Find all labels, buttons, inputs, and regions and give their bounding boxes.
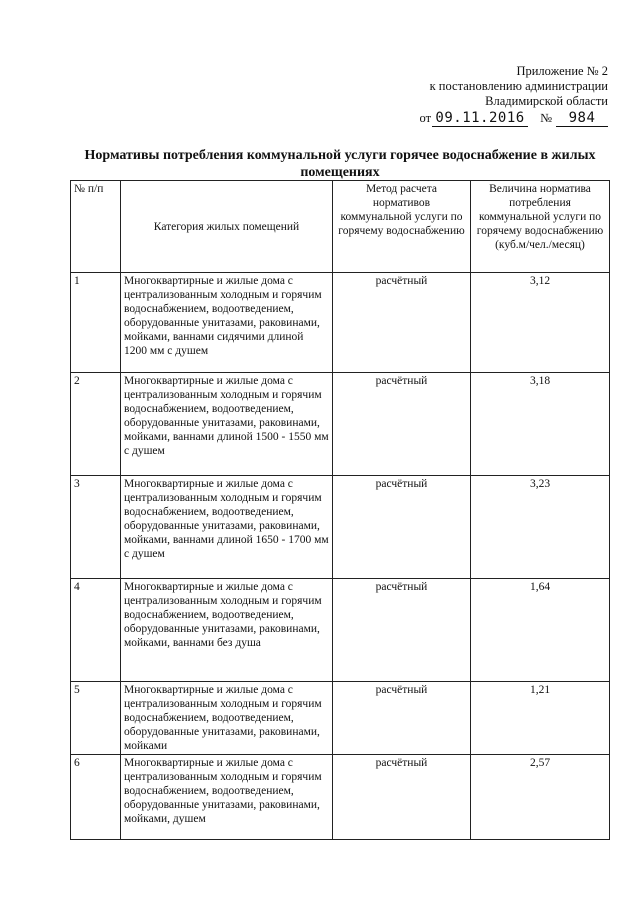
table-row — [71, 476, 610, 579]
row-method: расчётный — [333, 682, 471, 755]
table-header-row — [71, 181, 610, 273]
document-title: Нормативы потребления коммунальной услуги горячее водоснабжение в жилых помещениях — [84, 148, 596, 180]
table-row — [71, 273, 610, 373]
row-value: 3,18 — [471, 373, 610, 476]
row-value: 1,21 — [471, 682, 610, 755]
row-category: Многоквартирные и жилые дома с централизованным холодным и горячим водоснабжением, водоотведением, оборудованные унитазами, раковинами, мойками, ваннами длиной 1500 - 1550 мм с душем — [121, 373, 333, 476]
table-row — [71, 373, 610, 476]
number-label: № — [540, 111, 552, 125]
order-number: 984 — [556, 111, 608, 127]
table-row — [71, 682, 610, 755]
row-method: расчётный — [333, 373, 471, 476]
row-method: расчётный — [333, 476, 471, 579]
header-method: Метод расчета нормативов коммунальной услуги по горячему водоснабжению — [333, 181, 471, 273]
row-method: расчётный — [333, 579, 471, 682]
row-method: расчётный — [333, 273, 471, 373]
row-category: Многоквартирные и жилые дома с централизованным холодным и горячим водоснабжением, водоотведением, оборудованные унитазами, раковинами, мойками, ваннами без душа — [121, 579, 333, 682]
row-num: 1 — [71, 273, 121, 373]
row-category: Многоквартирные и жилые дома с централизованным холодным и горячим водоснабжением, водоотведением, оборудованные унитазами, раковинами, мойками, ваннами длиной 1650 - 1700 мм с душем — [121, 476, 333, 579]
norms-table — [70, 180, 610, 840]
row-num: 4 — [71, 579, 121, 682]
row-method: расчётный — [333, 755, 471, 840]
row-value: 3,12 — [471, 273, 610, 373]
row-value: 2,57 — [471, 755, 610, 840]
row-num: 6 — [71, 755, 121, 840]
order-line — [420, 111, 609, 127]
table-row — [71, 755, 610, 840]
appendix-header — [420, 64, 609, 127]
header-category: Категория жилых помещений — [121, 181, 333, 273]
row-category: Многоквартирные и жилые дома с централизованным холодным и горячим водоснабжением, водоотведением, оборудованные унитазами, раковинами, мойками, душем — [121, 755, 333, 840]
row-num: 5 — [71, 682, 121, 755]
row-category: Многоквартирные и жилые дома с централизованным холодным и горячим водоснабжением, водоотведением, оборудованные унитазами, раковинами, мойками — [121, 682, 333, 755]
date-prefix: от — [419, 111, 432, 125]
region-line: Владимирской области — [485, 94, 608, 108]
row-category: Многоквартирные и жилые дома с централизованным холодным и горячим водоснабжением, водоотведением, оборудованные унитазами, раковинами, мойками, ваннами сидячими длиной 1200 мм с душем — [121, 273, 333, 373]
header-num: № п/п — [71, 181, 121, 273]
header-value: Величина норматива потребления коммунальной услуги по горячему водоснабжению (куб.м/чел./месяц) — [471, 181, 610, 273]
row-value: 1,64 — [471, 579, 610, 682]
resolution-line: к постановлению администрации — [429, 79, 608, 93]
row-num: 2 — [71, 373, 121, 476]
table-row — [71, 579, 610, 682]
row-num: 3 — [71, 476, 121, 579]
order-date: 09.11.2016 — [432, 111, 528, 127]
appendix-title: Приложение № 2 — [516, 64, 608, 78]
row-value: 3,23 — [471, 476, 610, 579]
